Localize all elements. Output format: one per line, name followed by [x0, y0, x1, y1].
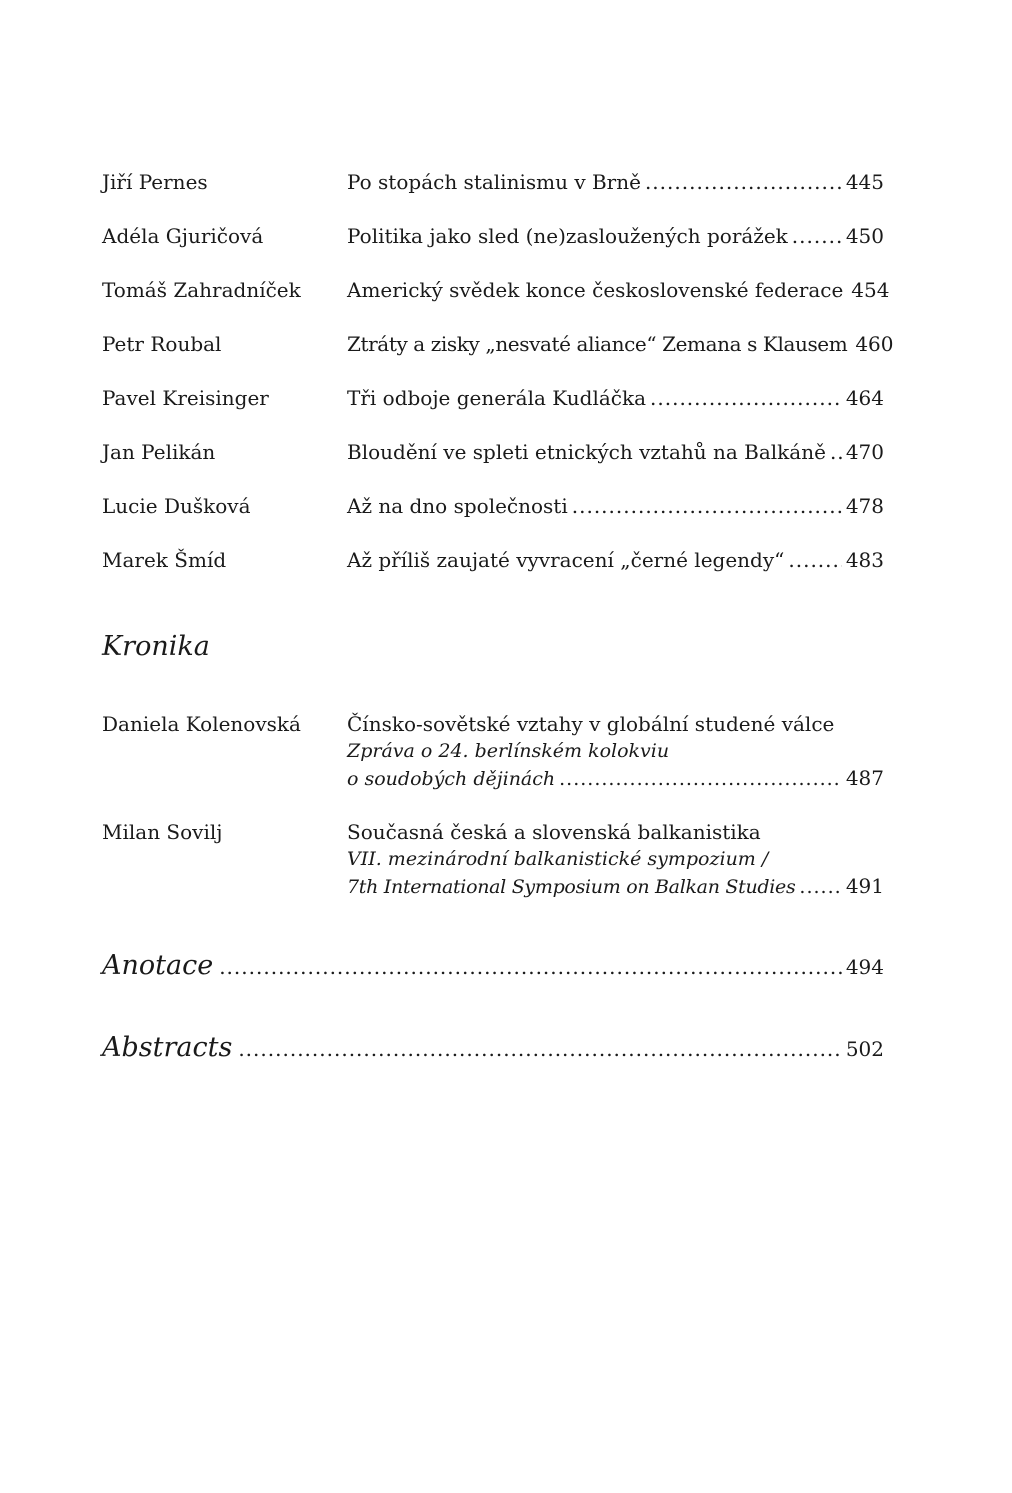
entry-page: 454: [851, 278, 890, 302]
leader-dots: [799, 874, 841, 901]
section-heading-abstracts: Abstracts: [102, 1032, 233, 1063]
entry-title: Čínsko-sovětské vztahy v globální studené válce: [347, 712, 835, 736]
leader-dots: [645, 168, 842, 196]
entry-title: Po stopách stalinismu v Brně: [347, 170, 641, 194]
entry-page: 445: [845, 170, 884, 194]
entry-author: Pavel Kreisinger: [102, 386, 269, 410]
entry-page: 491: [845, 874, 884, 898]
entry-title: Až příliš zaujaté vyvracení „černé legendy“: [347, 548, 785, 572]
leader-dots: [219, 955, 842, 979]
entry-title: Americký svědek konce československé federace: [347, 278, 844, 302]
toc-entry-abstracts: [102, 1032, 884, 1066]
entry-author: Milan Sovilj: [102, 820, 223, 844]
entry-title: Tři odboje generála Kudláčka: [347, 386, 647, 410]
entry-page: 470: [845, 440, 884, 464]
entry-author: Jiří Pernes: [102, 170, 208, 194]
entry-author: Petr Roubal: [102, 332, 222, 356]
entry-author: Adéla Gjuričová: [102, 224, 264, 248]
entry-title: Až na dno společnosti: [347, 494, 568, 518]
leader-dots: [650, 384, 842, 412]
entry-page: 478: [845, 494, 884, 518]
toc-entry: [102, 818, 884, 902]
section-heading-kronika: Kronika: [102, 631, 210, 662]
leader-dots: [572, 492, 842, 520]
entry-author: Jan Pelikán: [102, 440, 216, 464]
entry-title: Současná česká a slovenská balkanistika: [347, 820, 761, 844]
entry-page: 460: [855, 332, 894, 356]
toc-entry-anotace: [102, 950, 884, 984]
entry-subtitle: Zpráva o 24. berlínském kolokviu: [347, 740, 670, 762]
entry-page: 494: [845, 955, 884, 979]
entry-author: Tomáš Zahradníček: [102, 278, 301, 302]
entry-author: Daniela Kolenovská: [102, 712, 301, 736]
entry-author: Lucie Dušková: [102, 494, 251, 518]
section-heading-anotace: Anotace: [102, 950, 214, 981]
entry-title: Bloudění ve spleti etnických vztahů na Balkáně: [347, 440, 826, 464]
entry-page: 483: [845, 548, 884, 572]
entry-subtitle: VII. mezinárodní balkanistické sympozium /: [347, 848, 769, 870]
entry-page: 502: [845, 1037, 884, 1061]
leader-dots: [830, 438, 842, 466]
leader-dots: [788, 546, 841, 574]
toc-entry: [102, 710, 884, 794]
entry-title: Ztráty a zisky „nesvaté aliance“ Zemana s Klausem: [347, 332, 848, 356]
entry-author: Marek Šmíd: [102, 548, 227, 572]
entry-page: 450: [845, 224, 884, 248]
leader-dots: [238, 1037, 841, 1061]
entry-subtitle: 7th International Symposium on Balkan Studies: [347, 876, 796, 898]
entry-subtitle: o soudobých dějinách: [347, 768, 556, 790]
entry-page: 487: [845, 766, 884, 790]
entry-title: Politika jako sled (ne)zasloužených porážek: [347, 224, 788, 248]
leader-dots: [792, 222, 842, 250]
entry-page: 464: [845, 386, 884, 410]
leader-dots: [559, 766, 842, 793]
